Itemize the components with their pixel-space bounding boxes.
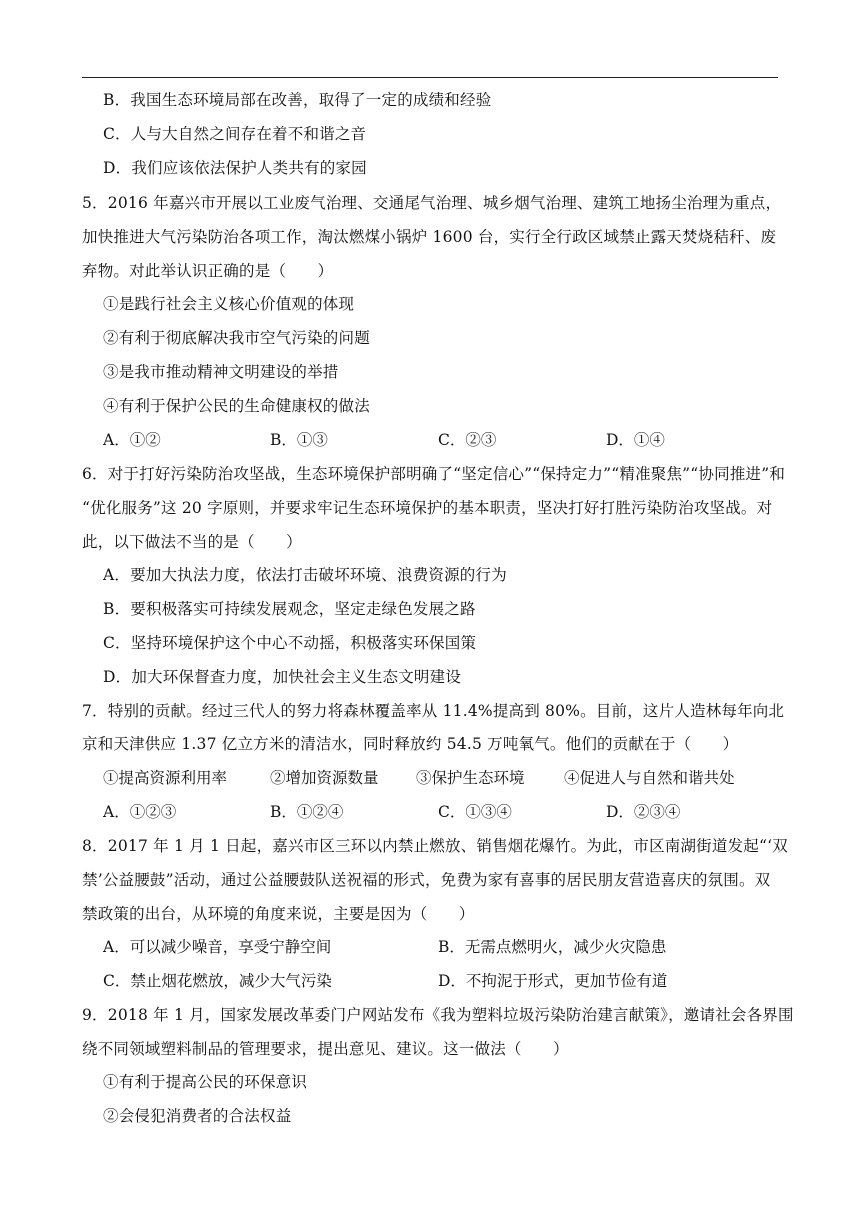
q7-option-d: D．②③④ (606, 803, 681, 821)
q6-stem-line-1: 6．对于打好污染防治攻坚战，生态环境保护部明确了“坚定信心”“保持定力”“精准聚焦”“协同推进”和 (82, 465, 786, 483)
q7-item-1: ①提高资源利用率 (103, 769, 228, 787)
q7-item-4: ④促进人与自然和谐共处 (564, 769, 735, 787)
q4-option-d: D．我们应该依法保护人类共有的家园 (103, 159, 367, 177)
q7-option-a: A．①②③ (103, 803, 177, 821)
q8-option-b: B．无需点燃明火，减少火灾隐患 (438, 938, 667, 956)
q6-stem-line-3: 此，以下做法不当的是（ ） (82, 533, 302, 551)
q5-option-c: C．②③ (438, 431, 497, 449)
q5-item-2: ②有利于彻底解决我市空气污染的问题 (103, 329, 370, 347)
q5-option-b: B．①③ (270, 431, 328, 449)
q8-option-a: A．可以减少噪音，享受宁静空间 (103, 938, 332, 956)
q4-option-c: C．人与大自然之间存在着不和谐之音 (103, 125, 367, 143)
q5-stem-line-3: 弃物。对此举认识正确的是（ ） (82, 262, 334, 280)
q7-option-b: B．①②④ (270, 803, 344, 821)
q5-stem-line-1: 5．2016 年嘉兴市开展以工业废气治理、交通尾气治理、城乡烟气治理、建筑工地扬尘治理为重点， (82, 194, 782, 212)
q8-stem-line-1: 8．2017 年 1 月 1 日起，嘉兴市区三环以内禁止燃放、销售烟花爆竹。为此，市区南湖街道发起“‘双 (82, 837, 788, 855)
q6-option-a: A．要加大执法力度，依法打击破坏环境、浪费资源的行为 (103, 566, 507, 584)
q8-stem-line-2: 禁’公益腰鼓”活动，通过公益腰鼓队送祝福的形式，免费为家有喜事的居民朋友营造喜庆的氛围。双 (82, 871, 771, 889)
q7-option-c: C．①③④ (438, 803, 512, 821)
q5-item-1: ①是践行社会主义核心价值观的体现 (103, 295, 355, 313)
q9-stem-line-2: 绕不同领域塑料制品的管理要求，提出意见、建议。这一做法（ ） (82, 1040, 569, 1058)
q6-option-d: D．加大环保督查力度，加快社会主义生态文明建设 (103, 668, 462, 686)
q6-option-c: C．坚持环境保护这个中心不动摇，积极落实环保国策 (103, 634, 477, 652)
q7-item-3: ③保护生态环境 (416, 769, 525, 787)
q7-stem-line-1: 7．特别的贡献。经过三代人的努力将森林覆盖率从 11.4%提高到 80%。目前，这片人造林每年向北 (82, 702, 785, 720)
q9-stem-line-1: 9．2018 年 1 月，国家发展改革委门户网站发布《我为塑料垃圾污染防治建言献策》，邀请社会各界围 (82, 1006, 794, 1024)
q9-item-2: ②会侵犯消费者的合法权益 (103, 1107, 292, 1125)
q5-item-3: ③是我市推动精神文明建设的举措 (103, 363, 339, 381)
header-rule (82, 77, 778, 78)
q5-option-d: D．①④ (606, 431, 665, 449)
q8-option-c: C．禁止烟花燃放，减少大气污染 (103, 972, 332, 990)
q8-stem-line-3: 禁政策的出台，从环境的角度来说，主要是因为（ ） (82, 905, 475, 923)
q9-item-1: ①有利于提高公民的环保意识 (103, 1073, 308, 1091)
q5-option-a: A．①② (103, 431, 161, 449)
q5-stem-line-2: 加快推进大气污染防治各项工作，淘汰燃煤小锅炉 1600 台，实行全行政区域禁止露天焚烧秸秆、废 (82, 228, 777, 246)
q6-option-b: B．要积极落实可持续发展观念，坚定走绿色发展之路 (103, 600, 476, 618)
q6-stem-line-2: “优化服务”这 20 字原则，并要求牢记生态环境保护的基本职责，坚决打好打胜污染防治攻坚战。对 (82, 499, 773, 517)
q8-option-d: D．不拘泥于形式，更加节俭有道 (438, 972, 668, 990)
q7-stem-line-2: 京和天津供应 1.37 亿立方米的清洁水，同时释放约 54.5 万吨氧气。他们的贡献在于（ ） (82, 735, 739, 753)
q4-option-b: B．我国生态环境局部在改善，取得了一定的成绩和经验 (103, 91, 492, 109)
q5-item-4: ④有利于保护公民的生命健康权的做法 (103, 397, 370, 415)
q7-item-2: ②增加资源数量 (270, 769, 379, 787)
